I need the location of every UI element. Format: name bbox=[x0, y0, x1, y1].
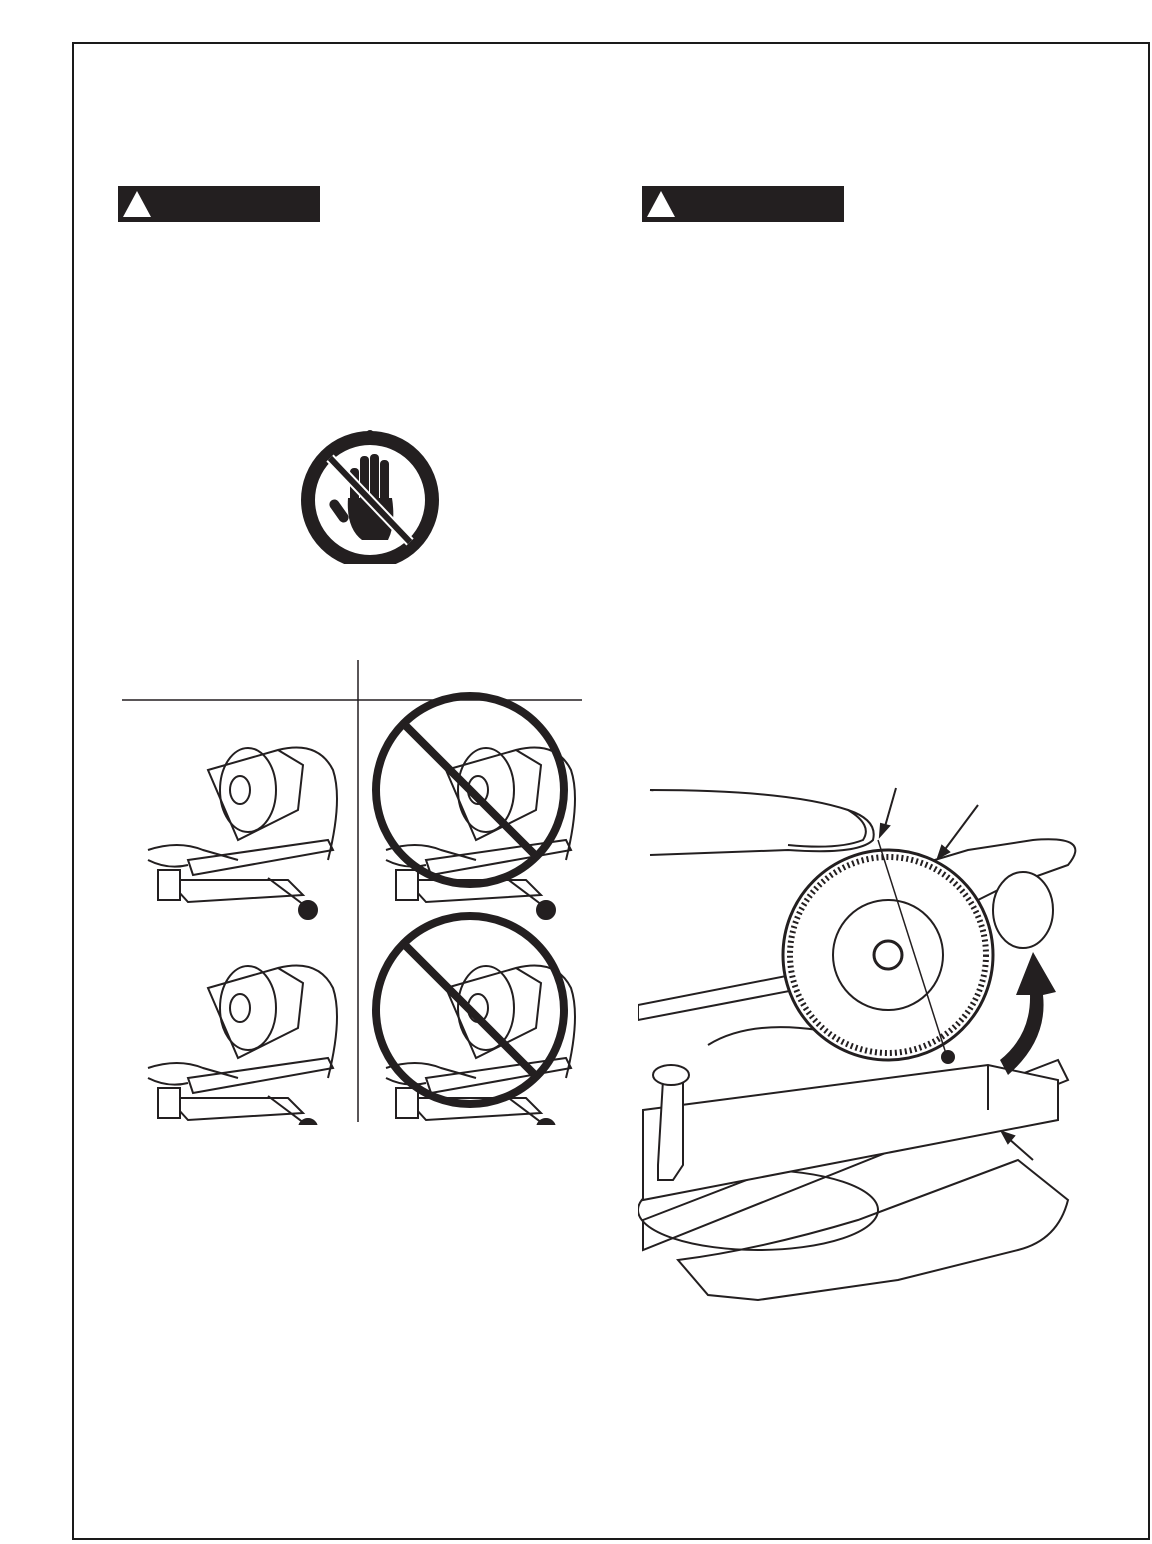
saw-correct-top bbox=[148, 748, 337, 920]
saw-correct-bottom bbox=[148, 966, 337, 1126]
warning-banner-right bbox=[642, 186, 844, 222]
rotation-direction-arrow bbox=[1000, 952, 1056, 1075]
warning-triangle-icon bbox=[121, 189, 153, 219]
miter-saw-illustration bbox=[638, 780, 1078, 1310]
warning-banner-left bbox=[118, 186, 320, 222]
warning-triangle-icon bbox=[645, 189, 677, 219]
no-hands-icon bbox=[300, 428, 440, 564]
hand-placement-grid bbox=[118, 660, 588, 1125]
saw-incorrect-top bbox=[386, 748, 575, 920]
